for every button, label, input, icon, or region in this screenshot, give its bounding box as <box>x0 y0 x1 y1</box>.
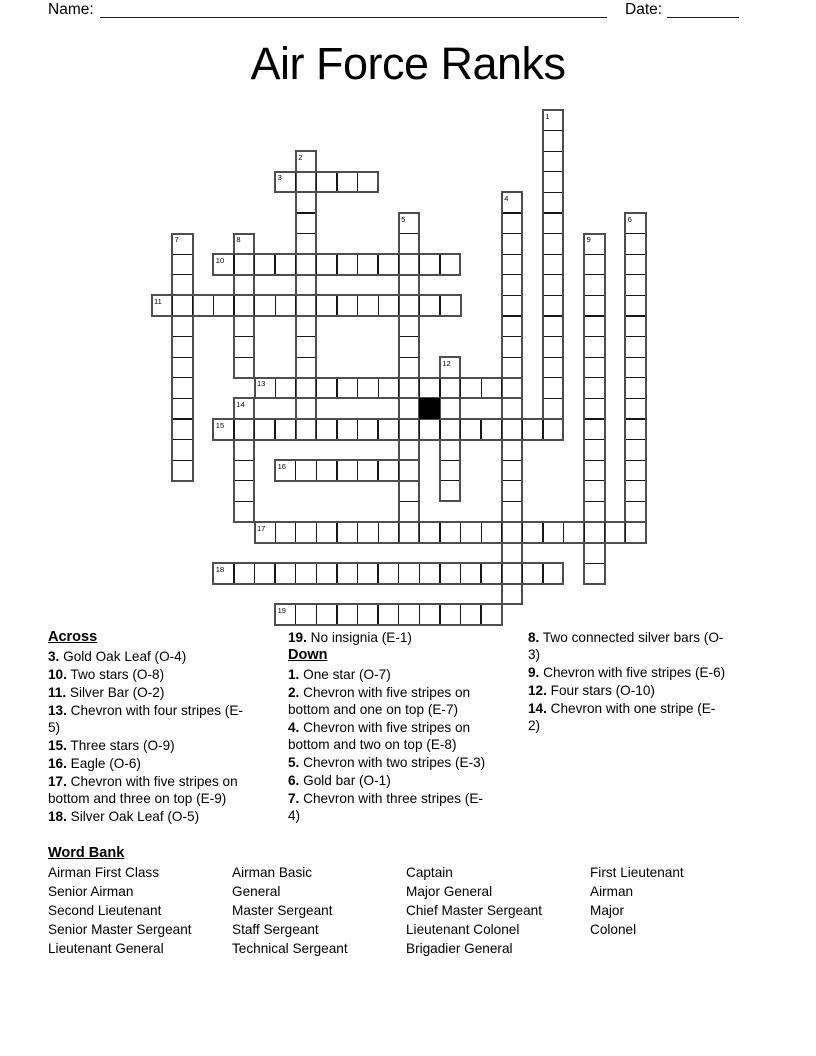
cell-divider <box>542 564 543 583</box>
word-bank-item: Senior Master Sergeant <box>48 922 192 937</box>
clue-down-1: 1. One star (O-7) <box>288 667 391 682</box>
cell-divider <box>544 377 563 378</box>
cell-divider <box>626 501 645 502</box>
cell-divider <box>626 377 645 378</box>
cell-divider <box>441 480 460 481</box>
clue-down-4: 4. Chevron with five stripes on bottom and two on top (E-8) <box>288 720 471 752</box>
cell-divider <box>297 357 316 358</box>
cell-divider <box>584 523 585 542</box>
clue-down-7: 7. Chevron with three stripes (E-4) <box>288 791 483 823</box>
cell-divider <box>336 461 337 480</box>
cell-divider <box>316 420 317 439</box>
cell-divider <box>503 233 522 234</box>
cell-divider <box>233 564 234 583</box>
cell-divider <box>419 564 420 583</box>
clue-across-13: 13. Chevron with four stripes (E-5) <box>48 703 243 735</box>
cell-divider <box>357 255 358 274</box>
cell-divider <box>503 501 522 502</box>
clue-down-12: 12. Four stars (O-10) <box>528 683 655 698</box>
cell-divider <box>626 254 645 255</box>
clue-number-label: 9 <box>586 235 591 245</box>
cell-divider <box>357 296 358 315</box>
cell-divider <box>254 255 255 274</box>
cell-divider <box>357 379 358 398</box>
cell-divider <box>377 461 378 480</box>
clue-across-11: 11. Silver Bar (O-2) <box>48 685 165 700</box>
clue-number-label: 17 <box>257 523 266 533</box>
cell-divider <box>173 254 192 255</box>
down-heading: Down <box>288 647 328 663</box>
cell-divider <box>419 296 420 315</box>
clue-down-8: 8. Two connected silver bars (O-3) <box>528 630 724 662</box>
cell-divider <box>233 296 234 315</box>
cell-divider <box>585 295 604 296</box>
word-16-across <box>274 459 420 482</box>
cell-divider <box>503 357 522 358</box>
cell-divider <box>398 523 399 542</box>
cell-divider <box>295 564 296 583</box>
cell-divider <box>501 523 502 542</box>
cell-divider <box>398 420 399 439</box>
word-bank-item: Master Sergeant <box>232 903 333 918</box>
cell-divider <box>522 420 523 439</box>
clue-down-6: 6. Gold bar (O-1) <box>288 773 391 788</box>
word-bank-item: Major <box>590 903 624 918</box>
cell-divider <box>316 461 317 480</box>
cell-divider <box>297 233 316 234</box>
cell-divider <box>544 233 563 234</box>
cell-divider <box>378 296 379 315</box>
cell-divider <box>419 379 420 398</box>
cell-divider <box>626 418 645 419</box>
clue-across-3: 3. Gold Oak Leaf (O-4) <box>48 649 187 664</box>
cell-divider <box>357 461 358 480</box>
word-19-across <box>274 603 503 626</box>
cell-divider <box>563 523 564 542</box>
cell-divider <box>357 605 358 624</box>
cell-divider <box>419 523 420 542</box>
cell-divider <box>544 274 563 275</box>
cell-divider <box>336 255 337 274</box>
word-bank-heading: Word Bank <box>48 845 125 861</box>
cell-divider <box>480 420 481 439</box>
word-10-across <box>212 253 461 276</box>
cell-divider <box>626 398 645 399</box>
cell-divider <box>400 357 419 358</box>
cell-divider <box>213 296 214 315</box>
cell-divider <box>503 295 522 296</box>
cell-divider <box>336 605 337 624</box>
word-6-down <box>624 212 647 544</box>
clue-across-16: 16. Eagle (O-6) <box>48 756 141 771</box>
clue-number-label: 1 <box>545 111 550 121</box>
word-3-across <box>274 171 379 194</box>
cell-divider <box>316 255 317 274</box>
cell-divider <box>295 173 296 192</box>
cell-divider <box>626 460 645 461</box>
cell-divider <box>336 523 337 542</box>
black-cell <box>419 398 440 419</box>
cell-divider <box>626 274 645 275</box>
cell-divider <box>626 439 645 440</box>
cell-divider <box>544 336 563 337</box>
word-bank-item: Colonel <box>590 922 637 937</box>
word-bank-item: First Lieutenant <box>590 865 684 880</box>
cell-divider <box>419 605 420 624</box>
cell-divider <box>480 564 481 583</box>
word-bank-columns <box>48 863 684 958</box>
cell-divider <box>439 255 440 274</box>
cell-divider <box>400 501 419 502</box>
cell-divider <box>585 254 604 255</box>
cell-divider <box>316 296 317 315</box>
cell-divider <box>297 336 316 337</box>
date-label: Date: <box>625 1 663 18</box>
cell-divider <box>544 254 563 255</box>
cell-divider <box>604 523 605 542</box>
cell-divider <box>439 296 440 315</box>
cell-divider <box>503 336 522 337</box>
cell-divider <box>295 255 296 274</box>
cell-divider <box>173 398 192 399</box>
word-1-down <box>542 109 565 441</box>
cell-divider <box>235 357 254 358</box>
cell-divider <box>275 379 276 398</box>
cell-divider <box>274 420 275 439</box>
word-bank-item: Senior Airman <box>48 884 134 899</box>
cell-divider <box>357 564 358 583</box>
cell-divider <box>439 523 440 542</box>
word-bank-column-4 <box>590 863 684 958</box>
cell-divider <box>192 296 193 315</box>
clue-number-label: 7 <box>174 235 179 245</box>
clue-across-17: 17. Chevron with five stripes on bottom and three on top (E-9) <box>48 774 238 806</box>
clue-number-label: 5 <box>401 214 406 224</box>
clue-down-5: 5. Chevron with two stripes (E-3) <box>288 755 486 770</box>
cell-divider <box>503 315 522 316</box>
cell-divider <box>544 295 563 296</box>
clue-number-label: 8 <box>236 235 241 245</box>
word-18-across <box>212 562 564 585</box>
cell-divider <box>233 255 234 274</box>
cell-divider <box>235 336 254 337</box>
cell-divider <box>585 501 604 502</box>
cell-divider <box>585 398 604 399</box>
cell-divider <box>316 564 317 583</box>
word-bank-item: Second Lieutenant <box>48 903 162 918</box>
cell-divider <box>173 418 192 419</box>
cell-divider <box>274 564 275 583</box>
clue-number-label: 19 <box>277 605 286 615</box>
clue-number-label: 13 <box>257 379 266 389</box>
clue-down-9: 9. Chevron with five stripes (E-6) <box>528 665 726 680</box>
cell-divider <box>254 296 255 315</box>
word-bank-item: Technical Sergeant <box>232 941 348 956</box>
clue-across-18: 18. Silver Oak Leaf (O-5) <box>48 809 200 824</box>
cell-divider <box>316 605 317 624</box>
cell-divider <box>274 255 275 274</box>
cell-divider <box>295 379 296 398</box>
clue-number-label: 18 <box>215 564 225 574</box>
cell-divider <box>585 460 604 461</box>
clues-column-3 <box>528 629 727 735</box>
cell-divider <box>439 379 440 398</box>
cell-divider <box>626 357 645 358</box>
cell-divider <box>585 418 604 419</box>
cell-divider <box>419 255 420 274</box>
word-bank-item: Airman First Class <box>48 865 160 880</box>
cell-divider <box>275 296 276 315</box>
word-bank-item: Airman Basic <box>232 865 313 880</box>
cell-divider <box>398 564 399 583</box>
cell-divider <box>173 274 192 275</box>
clue-across-10: 10. Two stars (O-8) <box>48 667 165 682</box>
cell-divider <box>254 420 255 439</box>
cell-divider <box>585 439 604 440</box>
cell-divider <box>439 564 440 583</box>
cell-divider <box>503 460 522 461</box>
cell-divider <box>378 523 379 542</box>
cell-divider <box>460 605 461 624</box>
cell-divider <box>275 523 276 542</box>
clue-number-label: 11 <box>154 296 162 306</box>
cell-divider <box>357 523 358 542</box>
cell-divider <box>585 336 604 337</box>
cell-divider <box>295 420 296 439</box>
cell-divider <box>503 212 522 213</box>
clue-number-label: 15 <box>215 420 225 430</box>
word-bank-item: Major General <box>406 884 493 899</box>
cell-divider <box>501 379 502 398</box>
cell-divider <box>316 173 317 192</box>
cell-divider <box>295 523 296 542</box>
cell-divider <box>235 460 254 461</box>
cell-divider <box>481 379 482 398</box>
cell-divider <box>439 605 440 624</box>
cell-divider <box>398 605 399 624</box>
cell-divider <box>336 296 337 315</box>
cell-divider <box>295 461 296 480</box>
cell-divider <box>377 420 378 439</box>
word-bank-item: General <box>232 884 281 899</box>
cell-divider <box>625 523 626 542</box>
cell-divider <box>398 296 399 315</box>
cell-divider <box>377 564 378 583</box>
cell-divider <box>233 420 234 439</box>
cell-divider <box>544 315 563 316</box>
cell-divider <box>460 379 461 398</box>
cell-divider <box>626 295 645 296</box>
clue-number-label: 3 <box>277 173 282 183</box>
cell-divider <box>173 439 192 440</box>
word-bank-item: Captain <box>406 865 453 880</box>
word-bank-item: Staff Sergeant <box>232 922 319 937</box>
cell-divider <box>544 398 563 399</box>
cell-divider <box>544 212 563 213</box>
cell-divider <box>441 460 460 461</box>
cell-divider <box>419 420 420 439</box>
clue-number-label: 6 <box>627 214 632 224</box>
cell-divider <box>235 480 254 481</box>
word-7-down <box>171 233 194 482</box>
cell-divider <box>173 357 192 358</box>
cell-divider <box>460 564 461 583</box>
cell-divider <box>336 379 337 398</box>
cell-divider <box>480 605 481 624</box>
word-bank-column-3 <box>406 863 590 958</box>
cell-divider <box>544 357 563 358</box>
cell-divider <box>336 420 337 439</box>
cell-divider <box>172 296 173 315</box>
cell-divider <box>357 420 358 439</box>
clue-down-14: 14. Chevron with one stripe (E-2) <box>528 701 716 733</box>
cell-divider <box>377 255 378 274</box>
cell-divider <box>542 523 543 542</box>
cell-divider <box>585 315 604 316</box>
cell-divider <box>626 480 645 481</box>
clue-number-label: 16 <box>277 461 286 471</box>
cell-divider <box>173 377 192 378</box>
cell-divider <box>297 212 316 213</box>
word-11-across <box>151 294 462 317</box>
cell-divider <box>173 460 192 461</box>
cell-divider <box>585 357 604 358</box>
word-17-across <box>254 521 647 544</box>
cell-divider <box>522 523 523 542</box>
word-bank-column-2 <box>232 863 406 958</box>
cell-divider <box>503 480 522 481</box>
clues-column-2 <box>288 629 489 825</box>
word-bank-item: Lieutenant Colonel <box>406 922 520 937</box>
cell-divider <box>544 151 563 152</box>
clues-column-1 <box>48 629 245 826</box>
cell-divider <box>460 523 461 542</box>
cell-divider <box>544 130 563 131</box>
clue-across-19: 19. No insignia (E-1) <box>288 630 412 645</box>
cell-divider <box>501 420 502 439</box>
cell-divider <box>460 420 461 439</box>
clue-across-15: 15. Three stars (O-9) <box>48 738 175 753</box>
word-bank-item: Airman <box>590 884 634 899</box>
clue-number-label: 2 <box>298 152 303 162</box>
cell-divider <box>377 605 378 624</box>
page-title: Air Force Ranks <box>250 38 566 89</box>
cell-divider <box>316 379 317 398</box>
cell-divider <box>254 564 255 583</box>
clue-number-label: 14 <box>236 399 245 409</box>
cell-divider <box>481 523 482 542</box>
cell-divider <box>173 336 192 337</box>
word-14-down <box>233 397 256 523</box>
cell-divider <box>585 274 604 275</box>
cell-divider <box>544 192 563 193</box>
cell-divider <box>295 296 296 315</box>
cell-divider <box>357 173 358 192</box>
cell-divider <box>585 480 604 481</box>
cell-divider <box>398 255 399 274</box>
cell-divider <box>316 523 317 542</box>
cell-divider <box>544 171 563 172</box>
clue-number-label: 4 <box>504 193 509 203</box>
clue-number-label: 12 <box>442 358 451 368</box>
word-bank-item: Brigadier General <box>406 941 513 956</box>
word-13-across <box>254 377 524 400</box>
cell-divider <box>400 233 419 234</box>
cell-divider <box>626 336 645 337</box>
cell-divider <box>626 233 645 234</box>
across-heading: Across <box>48 629 98 645</box>
clue-number-label: 10 <box>215 255 225 265</box>
word-bank-column-1 <box>48 863 232 958</box>
cell-divider <box>503 274 522 275</box>
cell-divider <box>398 461 399 480</box>
cell-divider <box>400 336 419 337</box>
word-15-across <box>212 418 564 441</box>
cell-divider <box>585 377 604 378</box>
cell-divider <box>503 254 522 255</box>
cell-divider <box>585 563 604 564</box>
clue-down-2: 2. Chevron with five stripes on bottom and one on top (E-7) <box>288 685 471 717</box>
name-label: Name: <box>48 1 94 18</box>
cell-divider <box>336 173 337 192</box>
word-bank-item: Chief Master Sergeant <box>406 903 543 918</box>
cell-divider <box>626 315 645 316</box>
cell-divider <box>336 564 337 583</box>
cell-divider <box>398 379 399 398</box>
cell-divider <box>439 420 440 439</box>
cell-divider <box>522 564 523 583</box>
cell-divider <box>542 420 543 439</box>
cell-divider <box>235 501 254 502</box>
word-bank-item: Lieutenant General <box>48 941 164 956</box>
cell-divider <box>378 379 379 398</box>
cell-divider <box>501 564 502 583</box>
cell-divider <box>295 605 296 624</box>
